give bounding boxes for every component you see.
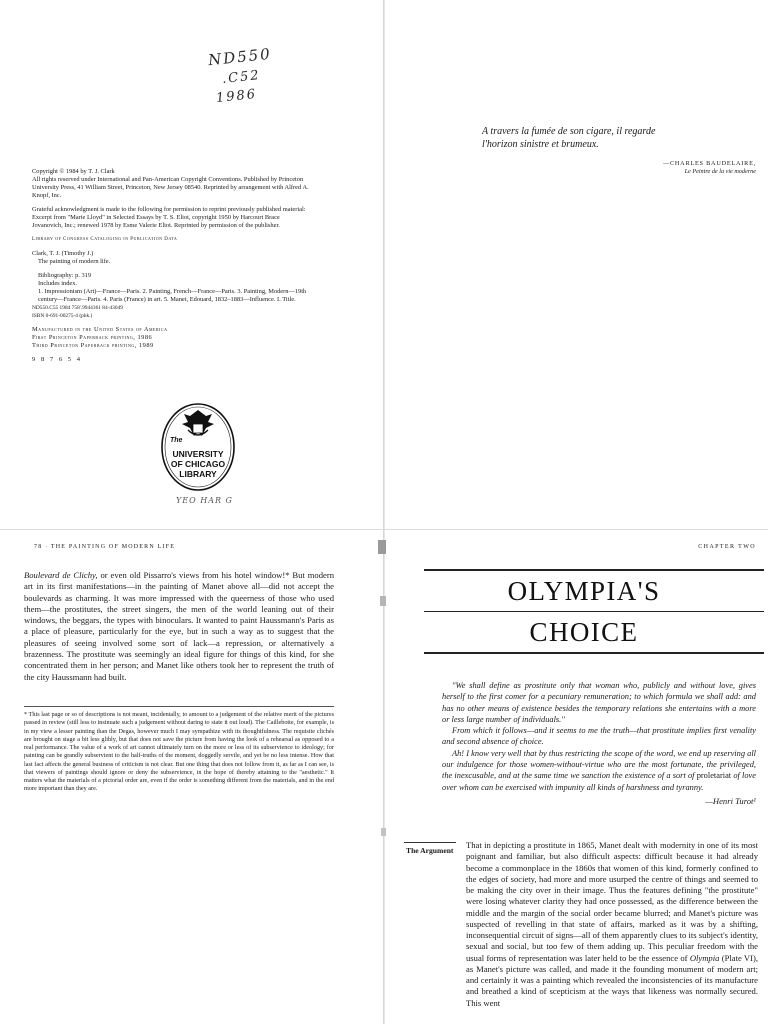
epigraph-line2: l'horizon sinistre et brumeux. [482,138,599,150]
loc-isbn: ISBN 0-691-00275-4 (pbk.) [32,313,93,319]
quote-author: —Henri Turot¹ [705,795,756,806]
library-stamp [160,402,236,492]
body-text [24,570,334,683]
argument-italic-title: Olympia [689,952,720,963]
footnote-text: * This last page or so of descriptions is not meant, incidentally, to amount to a judgement of the relative merit of the pictures passed in review (still less to insinuate such a judgement without daring to state it out loud). The Caillebotte, for example, is in my view a lesser painting than the Degas, however much I may sympathize with its thoughtfulness. The requisite clichés are brought on stage a bit less glibly, but that does not save the picture from having the look of a rehearsal as opposed to a real performance. The value of a work of art cannot ultimately turn on the more or less of its subservience to ideology; for painting can be grandly subservient to the half-truths of the moment, doggedly servile, and yet be no less intense. How that last fact affects the general business of criticism is not clear. But one thing that does not follow from it, as far as I can see, is that viewers of paintings should ignore or deny the subservience, in the hope of thereby attaining to the "aesthetic." It matters what the materials of a pictorial order are, even if the order is something different from the materials, and in the end more important than they are. [24,711,334,793]
side-heading-rule [404,842,456,843]
body-italic-place: Boulevard de Clichy, [24,570,98,580]
stamp-of-chicago: OF CHICAGO [170,459,226,469]
running-head: 78 · THE PAINTING OF MODERN LIFE [34,544,176,550]
quote-roman-word: proletariat [696,771,732,781]
loc-heading: Library of Congress Cataloging in Publication Data [32,237,178,242]
body-paragraph: or even old Pissarro's views from his hotel window!* But modern art in its first manifestations—in the painting of Manet above all—did not accept the boulevards as charming. It was more impressed with the queerness of those who used them—the prostitutes, the street singers, the men of the world leaning out of their windows, the beggars, the types with binoculars. It wanted to paint Haussmann's Paris as a place of pleasure, particularly for the eye, but in such a way as to suggest that the pleasures of seeing involved some sort of lack—a repression, or alternatively a brazenness. The prostitute was seemingly an ideal figure for things of this kind, for she concentrated them in her person; and Manet like others took her to represent the truth of the city Haussmann had built. [24,570,335,682]
copyright-page [0,0,384,530]
handwritten-call-number-line1: ND550 [207,44,273,70]
chapter-title-block [404,569,764,654]
footnote [24,711,334,794]
quote-paragraph-1: "We shall define as prostitute only that woman who, publicly and without love, gives herself to the first comer for a pecuniary remuneration; to which formula we shall add: and has no other means of existence besides the temporary relations she entertains with a more or less large number of individuals." [442,681,756,724]
chapter-epigraph [442,680,756,807]
loc-subjects: 1. Impressionism (Art)—France—Paris. 2. Painting, French—France—Paris. 3. Painting, Modern—19th century—France—Paris. 4. Paris (France) in art. 5. Manet, Edouard, 1832–1883—Influence. I. Title. [38,288,307,303]
first-printing-line: First Princeton Paperback printing, 1986 [32,334,153,341]
quote-paragraph-2: From which it follows—and it seems to me the truth—that prostitute implies first venality and second absence of choice. [442,726,756,747]
manufactured-line: Manufactured in the United States of America [32,326,168,333]
title-rule-top [424,569,764,571]
handwritten-call-number-line3: 1986 [215,86,258,107]
epigraph-page [384,0,768,530]
argument-text-end: (Plate VI), as Manet's picture was called, and made it the founding monument of modern art; and certainly it was a painting which revealed the inconsistencies of its manufacture and breathed a kind of scepticism at the ways that likeness was normally secured. This went [466,952,758,1008]
stamp-the: The [170,437,183,444]
title-rule-bottom [424,652,764,654]
loc-class: ND550.C55 1984 758'.9944361 84-43049 [32,305,123,311]
chapter-title-line1: OLYMPIA'S [507,576,661,606]
attribution-name: —CHARLES BAUDELAIRE, [663,160,756,167]
epigraph-attribution [663,160,756,176]
copyright-block [32,168,312,370]
argument-text-start: That in depicting a prostitute in 1865, Manet dealt with modernity in one of its most poignant and familiar, but also difficult aspects: difficult because it had already become a commonplace in the 1860s that women of this kind, formerly confined to the edges of society, had more and more usurped the centre of things and seemed to be making the city over in their image. Thus the features defining "the prostitute" were losing whatever clarity they had once possessed, as the difference between the middle and the margin of the social order became blurred; and Manet's picture was suspected of revelling in that state of affairs, marked as it was by a shifting, inconsequential circuit of signs—all of them apparently clues to its subject's identity, sexual and social, but too few of them adding up. This peculiar freedom with the usual forms of representation was later held to be the essence of [466,840,758,963]
chapter-opening-page [384,530,768,1024]
acknowledgment: Grateful acknowledgment is made to the following for permission to reprint previously published material: Excerpt from "Marie Lloyd" in Selected Essays by T. S. Eliot, copyright 1950 by Harcourt Brace Jovanovich, Inc.; renewed 1978 by Esme Valerie Eliot. Reprinted by permission of the publisher. [32,206,306,229]
chapter-label: CHAPTER TWO [698,544,756,550]
loc-index: Includes index. [38,280,78,287]
third-printing-line: Third Princeton Paperback printing, 1989 [32,342,154,349]
printing-number-line: 9 8 7 6 5 4 [32,356,83,363]
stamp-handwritten-note: YEO HAR G [176,496,233,505]
epigraph-line1: A travers la fumée de son cigare, il regarde [482,126,656,137]
handwritten-call-number-line2: .C52 [221,68,262,87]
side-heading: The Argument [406,846,454,855]
copyright-line: Copyright © 1984 by T. J. Clark [32,168,115,175]
attribution-title: Le Peintre de la vie moderne [684,168,756,175]
loc-bibliography: Bibliography: p. 319 [38,272,92,279]
chapter-title-line2: CHOICE [529,617,639,647]
stamp-university: UNIVERSITY [172,449,224,459]
epigraph [482,126,752,151]
stamp-library: LIBRARY [179,469,217,479]
argument-text [466,840,758,1009]
left-text-page [0,530,384,1024]
title-rule-middle [424,611,764,612]
loc-title: The painting of modern life. [38,258,111,265]
footnote-rule [24,706,334,707]
loc-author: Clark, T. J. (Timothy J.) [32,250,94,257]
rights-statement: All rights reserved under International and Pan-American Copyright Conventions. Published by Princeton University Press, 41 William Street, Princeton, New Jersey 08540. Reprinted by arrangement with Alfred A. Knopf, Inc. [32,176,309,199]
quote-paragraph-3: Ah! I know very well that by thus restricting the scope of the word, we end up reserving all our indulgence for those women-without-virtue who are the most fortunate, the privileged, the inexcusable, and at the same time we sanction the existence of a sort of proletariat of love over whom can be exercised with impunity all kinds of harshness and tyranny. [442,748,756,792]
